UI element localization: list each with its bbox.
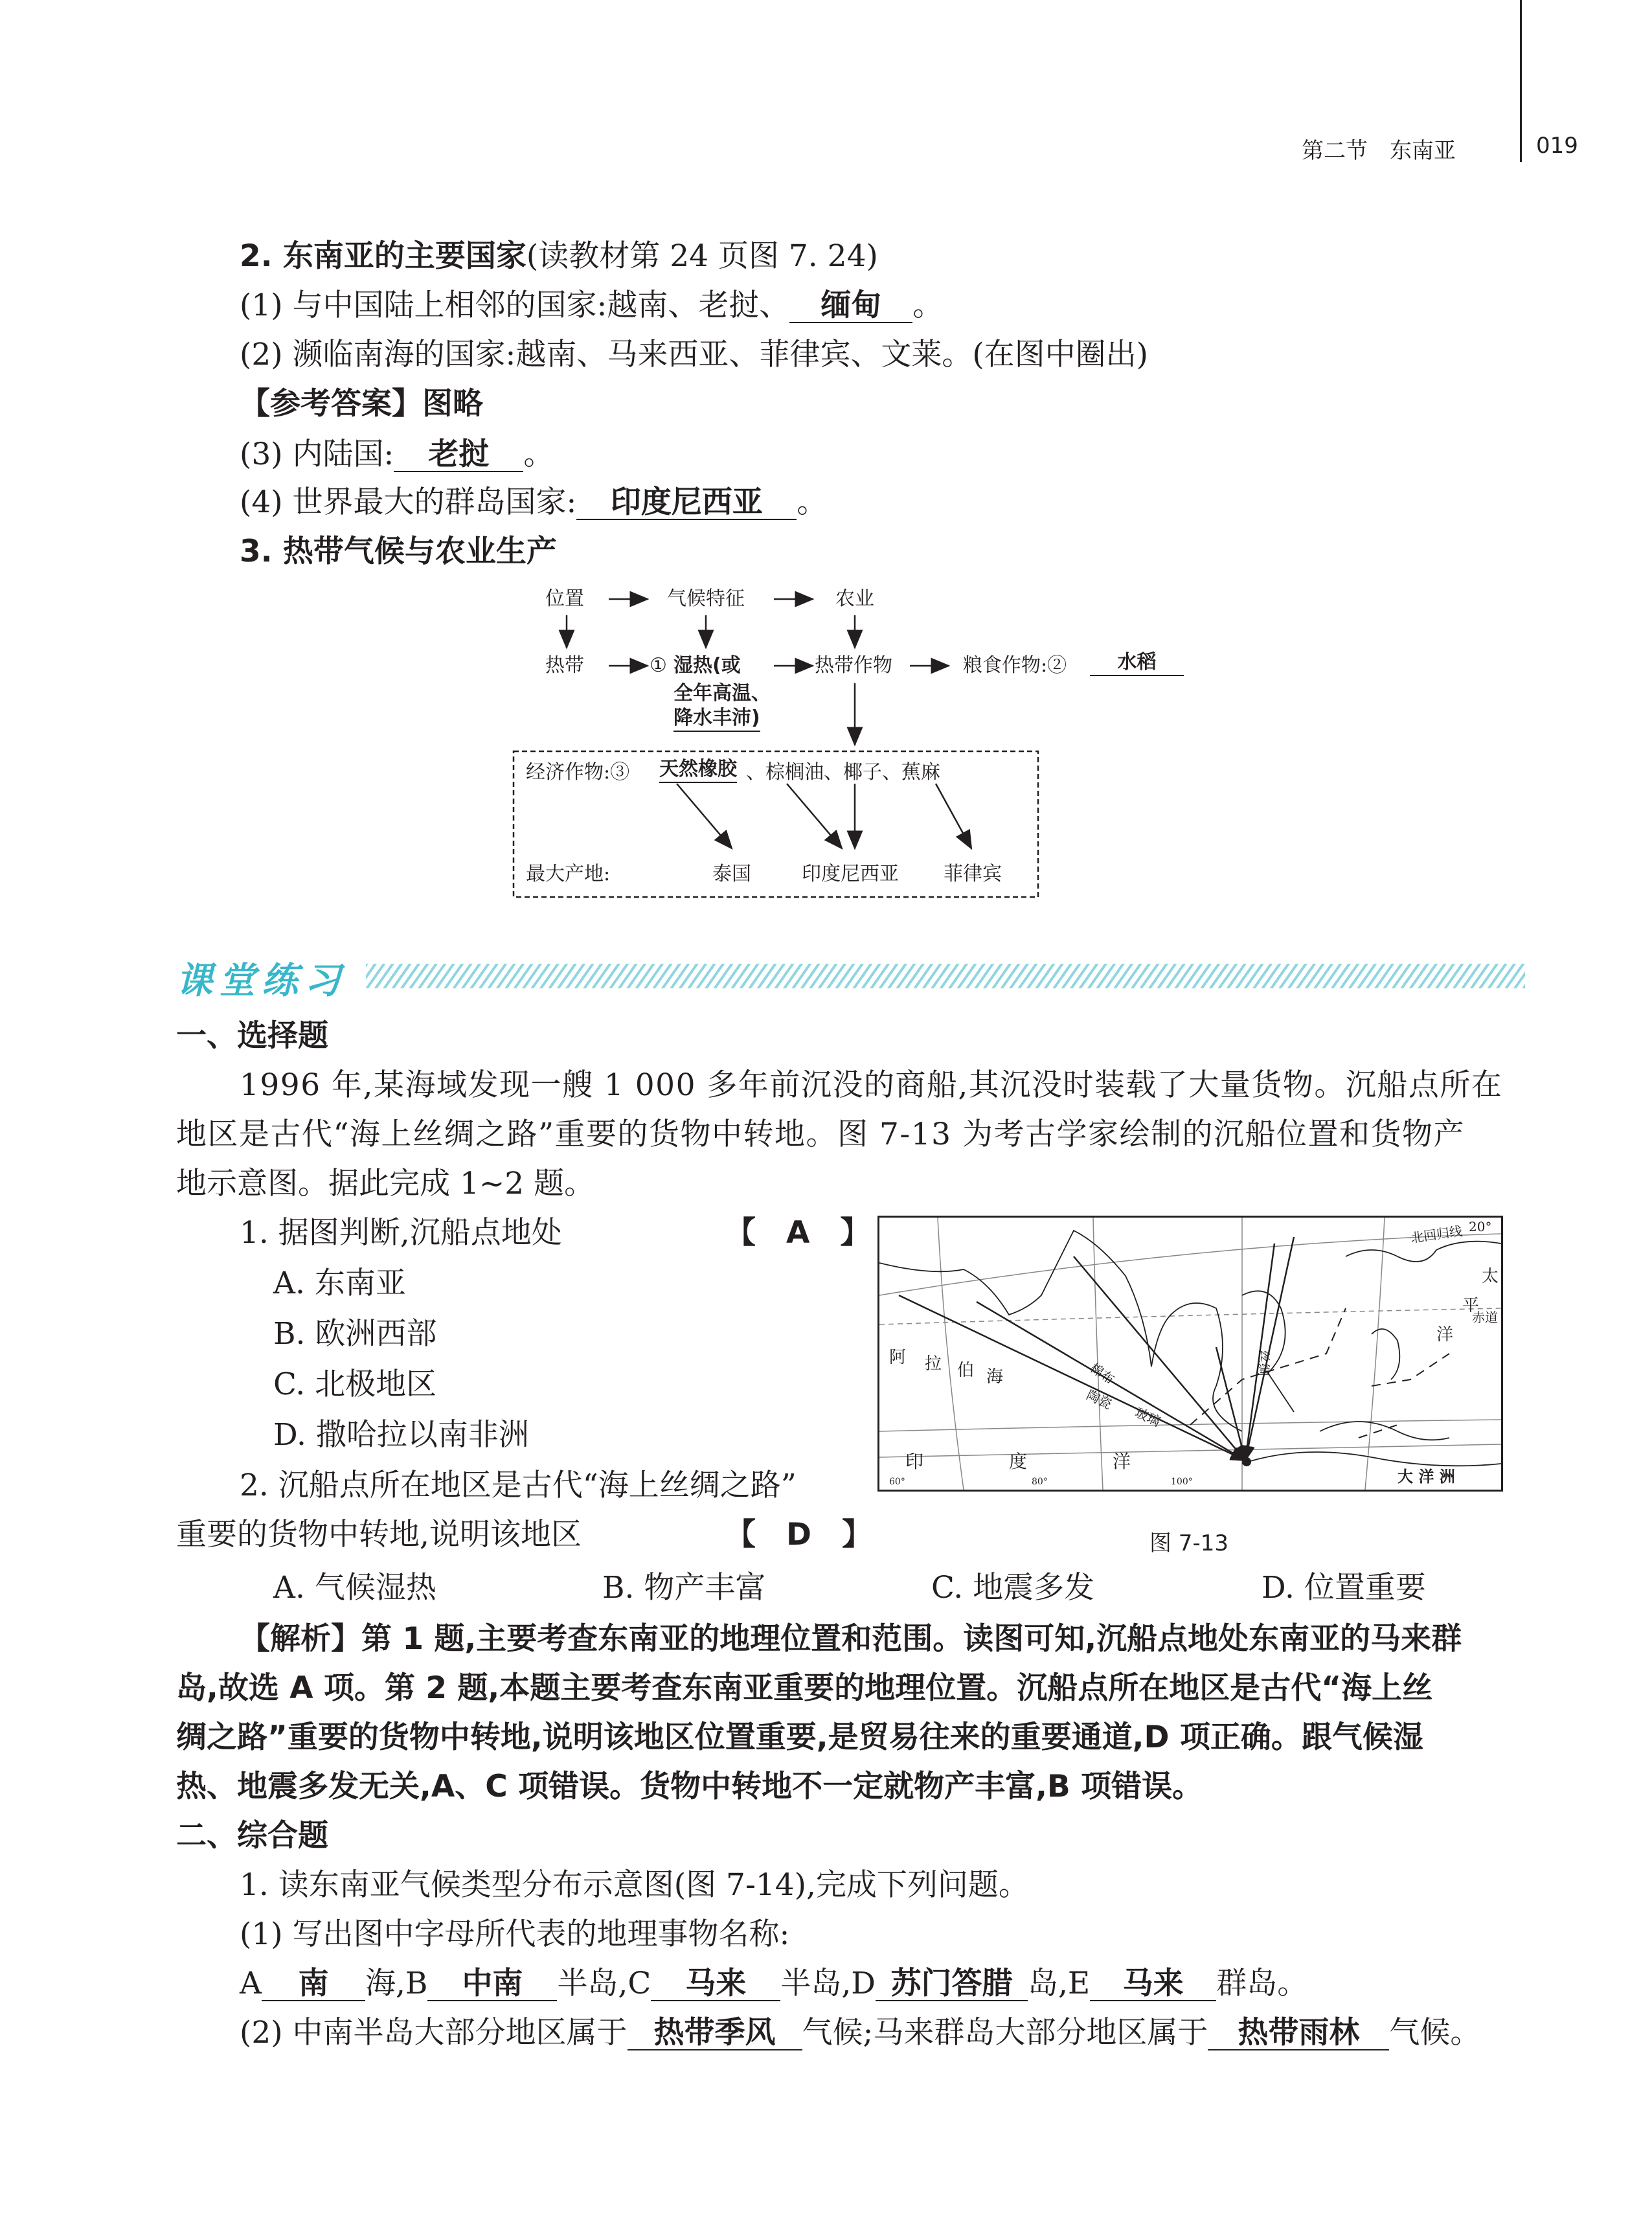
map-label-pacific-3: 洋 xyxy=(1436,1325,1454,1345)
figure-caption: 图 7-13 xyxy=(1149,1530,1228,1556)
part2-q2: (2) 濒临南海的国家:越南、马来西亚、菲律宾、文莱。(在图中圈出) xyxy=(240,337,1149,372)
part2-title: 2. 东南亚的主要国家 xyxy=(240,238,526,274)
map-label-lon-60: 60° xyxy=(889,1477,905,1487)
fill-d-answer: 苏门答腊 xyxy=(876,1968,1028,2001)
fill-a-suffix: 海,B xyxy=(365,1966,428,2001)
q2-option-d: D. 位置重要 xyxy=(1262,1570,1426,1606)
q4-prefix: (4) 世界最大的群岛国家: xyxy=(240,484,577,520)
q1-option-a: A. 东南亚 xyxy=(273,1266,406,1301)
flow-econ-label: 经济作物:③ xyxy=(526,761,630,784)
comp-question-1-2 xyxy=(240,2017,1480,2050)
fill-e-answer: 马来 xyxy=(1090,1968,1216,2001)
map-label-cloth: 棉布 xyxy=(1087,1359,1118,1388)
analysis-line-2: 岛,故选 A 项。第 2 题,本题主要考查东南亚重要的地理位置。沉船点所在地区是古代“海上丝 xyxy=(176,1670,1433,1706)
flow-grain-answer: 水稻 xyxy=(1090,653,1184,676)
q3-suffix: 。 xyxy=(523,437,554,472)
flow-prod-thailand: 泰国 xyxy=(712,863,751,885)
header-page-number: 019 xyxy=(1536,133,1578,159)
comp-question-1-1: (1) 写出图中字母所代表的地理事物名称: xyxy=(240,1916,790,1952)
flow-location: 位置 xyxy=(545,587,584,610)
q4-answer: 印度尼西亚 xyxy=(576,487,797,520)
flow-agriculture: 农业 xyxy=(835,587,874,610)
q1-answer: 缅甸 xyxy=(789,290,912,323)
part3-title: 3. 热带气候与农业生产 xyxy=(240,534,557,569)
map-label-arabian-2: 拉 xyxy=(925,1354,942,1374)
practice-section-title: 课堂练习 xyxy=(176,960,347,1002)
q2-option-a: A. 气候湿热 xyxy=(273,1570,436,1606)
flow-diagram-arrows xyxy=(0,0,1652,939)
question-1: 1. 据图判断,沉船点地处 xyxy=(240,1215,562,1251)
q1-option-d: D. 撒哈拉以南非洲 xyxy=(273,1417,529,1453)
map-label-arabian-3: 伯 xyxy=(957,1361,975,1380)
analysis-line-4: 热、地震多发无关,A、C 项错误。货物中转地不一定就物产丰富,B 项错误。 xyxy=(176,1769,1203,1804)
q2-option-b: B. 物产丰富 xyxy=(602,1570,766,1606)
comp-title: 二、综合题 xyxy=(176,1818,328,1854)
q2-prefix: (2) 中南半岛大部分地区属于 xyxy=(240,2015,628,2050)
flow-climate-answer-3: 降水丰沛) xyxy=(673,709,760,732)
flow-grain-label: 粮食作物:② xyxy=(963,654,1067,677)
fill-e-suffix: 群岛。 xyxy=(1216,1966,1308,2001)
map-label-indian-1: 印 xyxy=(905,1451,924,1472)
fill-a-prefix: A xyxy=(240,1966,262,2001)
q3-prefix: (3) 内陆国: xyxy=(240,437,394,472)
section-banner-hatch xyxy=(366,964,1525,988)
intro-line-3: 地示意图。据此完成 1~2 题。 xyxy=(176,1166,595,1201)
q3-answer: 老挝 xyxy=(394,439,523,472)
q1-option-b: B. 欧洲西部 xyxy=(273,1316,437,1352)
flow-climate-answer-2: 全年高温、 xyxy=(673,682,771,705)
map-label-pacific-1: 太 xyxy=(1482,1267,1499,1286)
map-label-indian-3: 洋 xyxy=(1113,1451,1131,1472)
flow-climate-answer-1: 湿热(或 xyxy=(673,654,741,677)
flow-econ-answer: 天然橡胶 xyxy=(659,760,737,783)
q1-prefix: (1) 与中国陆上相邻的国家:越南、老挝、 xyxy=(240,288,790,323)
map-label-lat-20: 20° xyxy=(1469,1219,1492,1234)
map-label-equator: 赤道 xyxy=(1472,1310,1498,1325)
fill-a-answer: 南 xyxy=(262,1968,365,2001)
q2-option-c: C. 地震多发 xyxy=(931,1570,1095,1606)
flow-tropical: 热带 xyxy=(545,654,584,677)
fill-c-answer: 马来 xyxy=(651,1968,780,2001)
header-section: 第二节 东南亚 xyxy=(1302,138,1456,164)
flow-climate: 气候特征 xyxy=(667,587,745,610)
map-figure-7-13 xyxy=(877,1216,1503,1492)
map-label-oceania: 大 洋 洲 xyxy=(1397,1468,1455,1486)
question-2-line-1: 2. 沉船点所在地区是古代“海上丝绸之路” xyxy=(240,1468,797,1503)
flow-prod-label: 最大产地: xyxy=(526,863,611,885)
map-label-pacific-2: 平 xyxy=(1462,1296,1480,1315)
map-label-lon-80: 80° xyxy=(1032,1477,1048,1487)
part2-ref-answer: 【参考答案】图略 xyxy=(240,386,483,422)
fill-b-suffix: 半岛,C xyxy=(557,1966,651,2001)
map-label-arabian-4: 海 xyxy=(986,1367,1004,1387)
flow-tropical-crops: 热带作物 xyxy=(815,654,892,677)
map-label-arabian-1: 阿 xyxy=(889,1348,907,1367)
fill-c-suffix: 半岛,D xyxy=(780,1966,876,2001)
flow-climate-num: ① xyxy=(650,654,667,677)
q2-answer-2: 热带雨林 xyxy=(1208,2017,1389,2050)
intro-line-2: 地区是古代“海上丝绸之路”重要的货物中转地。图 7-13 为考古学家绘制的沉船位置和货物产 xyxy=(176,1117,1465,1152)
fill-line xyxy=(240,1968,1307,2001)
fill-d-suffix: 岛,E xyxy=(1027,1966,1091,2001)
intro-line-1: 1996 年,某海域发现一艘 1 000 多年前沉没的商船,其沉没时装载了大量货物。沉船点所在 xyxy=(240,1067,1503,1103)
analysis-line-1: 【解析】第 1 题,主要考查东南亚的地理位置和范围。读图可知,沉船点地处东南亚的马来群 xyxy=(240,1621,1462,1657)
question-2-answer: 【 D 】 xyxy=(725,1517,873,1552)
flow-prod-indonesia: 印度尼西亚 xyxy=(802,863,899,885)
flow-econ-rest: 、棕榈油、椰子、蕉麻 xyxy=(746,761,940,784)
fill-b-answer: 中南 xyxy=(427,1968,557,2001)
q2-answer-1: 热带季风 xyxy=(628,2017,802,2050)
map-label-ceramic: 陶瓷 xyxy=(1084,1387,1115,1413)
map-label-glass: 玻璃 xyxy=(1133,1404,1163,1430)
question-1-answer: 【 A 】 xyxy=(725,1215,871,1251)
mc-title: 一、选择题 xyxy=(176,1018,328,1054)
map-label-tropic: 北回归线 xyxy=(1409,1223,1464,1246)
map-drawing xyxy=(879,1218,1501,1490)
question-2-line-2: 重要的货物中转地,说明该地区 xyxy=(176,1517,582,1552)
flow-prod-philippines: 菲律宾 xyxy=(944,863,1002,885)
q1-suffix: 。 xyxy=(912,288,944,323)
comp-question-1: 1. 读东南亚气候类型分布示意图(图 7-14),完成下列问题。 xyxy=(240,1867,1029,1903)
map-label-indian-2: 度 xyxy=(1009,1451,1028,1472)
q2-middle: 气候;马来群岛大部分地区属于 xyxy=(802,2015,1208,2050)
part2-title-note: (读教材第 24 页图 7. 24) xyxy=(526,238,878,274)
q4-suffix: 。 xyxy=(797,484,828,520)
analysis-line-3: 绸之路”重要的货物中转地,说明该地区位置重要,是贸易往来的重要通道,D 项正确。跟气候湿 xyxy=(176,1720,1423,1755)
q2-suffix: 气候。 xyxy=(1389,2015,1481,2050)
map-label-lon-100: 100° xyxy=(1171,1477,1193,1487)
q1-option-c: C. 北极地区 xyxy=(273,1367,437,1402)
map-label-silk: 丝绸 xyxy=(1256,1350,1272,1376)
